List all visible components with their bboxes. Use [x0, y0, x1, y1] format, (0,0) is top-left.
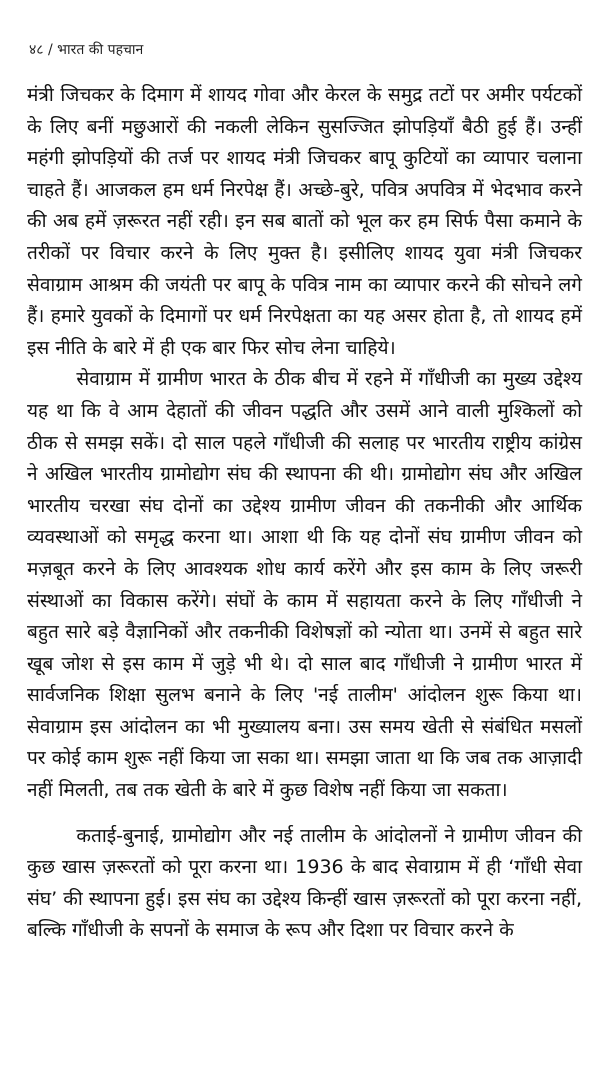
paragraph-1: मंत्री जिचकर के दिमाग में शायद गोवा और केरल के समुद्र तटों पर अमीर पर्यटकों के लिए बनीं मछुआरों की नकली लेकिन सुसज्जित झोपड़ियाँ बैठी हुई हैं। उन्हीं महंगी झोपड़ियों की तर्ज पर शायद मंत्री जिचकर बापू कुटियों का व्यापार चलाना चाहते हैं। आजकल हम धर्म निरपेक्ष हैं। अच्छे-बुरे, पवित्र अपवित्र में भेदभाव करने की अब हमें ज़रूरत नहीं रही। इन सब बातों को भूल कर हम सिर्फ पैसा कमाने के तरीकों पर विचार करने के लिए मुक्त है। इसीलिए शायद युवा मंत्री जिचकर सेवाग्राम आश्रम की जयंती पर बापू के पवित्र नाम का व्यापार करने की सोचने लगे हैं। हमारे युवकों के दिमागों पर धर्म निरपेक्षता का यह असर होता है, तो शायद हमें इस नीति के बारे में ही एक बार फिर सोच लेना चाहिये। [27, 84, 582, 359]
running-head: ४८ / भारत की पहचान [29, 42, 144, 58]
paragraph-2: सेवाग्राम में ग्रामीण भारत के ठीक बीच में रहने में गाँधीजी का मुख्य उद्देश्य यह था कि वे आम देहातों की जीवन पद्धति और उसमें आने वाली मुश्किलों को ठीक से समझ सकें। दो साल पहले गाँधीजी की सलाह पर भारतीय राष्ट्रीय कांग्रेस ने अखिल भारतीय ग्रामोद्योग संघ की स्थापना की थी। ग्रामोद्योग संघ और अखिल भारतीय चरखा संघ दोनों का उद्देश्य ग्रामीण जीवन की तकनीकी और आर्थिक व्यवस्थाओं को समृद्ध करना था। आशा थी कि यह दोनों संघ ग्रामीण जीवन को मज़बूत करने के लिए आवश्यक शोध कार्य करेंगे और इस काम के लिए जरूरी संस्थाओं का विकास करेंगे। संघों के काम में सहायता करने के लिए गाँधीजी ने बहुत सारे बड़े वैज्ञानिकों और तकनीकी विशेषज्ञों को न्योता था। उनमें से बहुत सारे खूब जोश से इस काम में जुड़े भी थे। दो साल बाद गाँधीजी ने ग्रामीण भारत में सार्वजनिक शिक्षा सुलभ बनाने के लिए 'नई तालीम' आंदोलन शुरू किया था। सेवाग्राम इस आंदोलन का भी मुख्यालय बना। उस समय खेती से संबंधित मसलों पर कोई काम शुरू नहीं किया जा सका था। समझा जाता था कि जब तक आज़ादी नहीं मिलती, तब तक खेती के बारे में कुछ विशेष नहीं किया जा सकता। [27, 368, 582, 802]
body-text [27, 80, 582, 947]
paragraph-3: कताई-बुनाई, ग्रामोद्योग और नई तालीम के आंदोलनों ने ग्रामीण जीवन की कुछ खास ज़रूरतों को पूरा करना था। 1936 के बाद सेवाग्राम में ही ‘गाँधी सेवा संघ’ की स्थापना हुई। इस संघ का उद्देश्य किन्हीं खास ज़रूरतों को पूरा करना नहीं, बल्कि गाँधीजी के सपनों के समाज के रूप और दिशा पर विचार करने के [27, 824, 582, 942]
